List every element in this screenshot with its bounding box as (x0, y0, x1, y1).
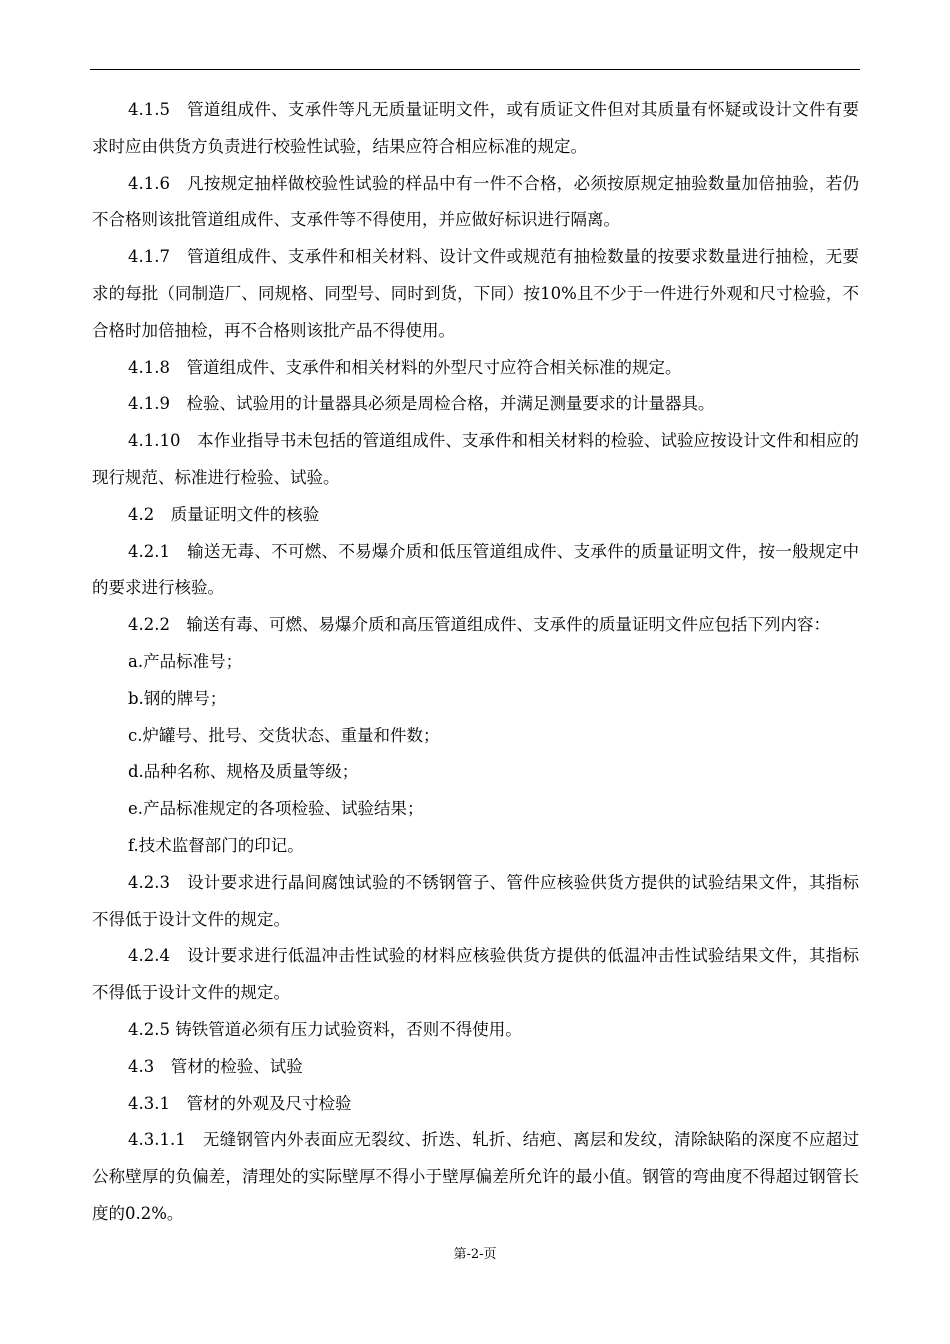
clause-4-1-10: 4.1.10 本作业指导书未包括的管道组成件、支承件和相关材料的检验、试验应按设计文件和相应的现行规范、标准进行检验、试验。 (92, 431, 859, 487)
clause-4-2-5: 4.2.5 铸铁管道必须有压力试验资料，否则不得使用。 (128, 1019, 522, 1039)
clause-4-2-2: 4.2.2 输送有毒、可燃、易爆介质和高压管道组成件、支承件的质量证明文件应包括下列内容： (128, 615, 830, 635)
list-item-f: f.技术监督部门的印记。 (128, 835, 304, 855)
clause-4-1-7: 4.1.7 管道组成件、支承件和相关材料、设计文件或规范有抽检数量的按要求数量进行抽检，无要求的每批（同制造厂、同规格、同型号、同时到货，下同）按10%且不少于一件进行外观和尺寸检验，不合格时加倍抽检，再不合格则该批产品不得使用。 (92, 247, 859, 340)
subsection-heading-4-3-1: 4.3.1 管材的外观及尺寸检验 (128, 1093, 352, 1113)
clause-4-2-1: 4.2.1 输送无毒、不可燃、不易爆介质和低压管道组成件、支承件的质量证明文件，按一般规定中的要求进行核验。 (92, 541, 859, 598)
clause-4-2-3: 4.2.3 设计要求进行晶间腐蚀试验的不锈钢管子、管件应核验供货方提供的试验结果文件，其指标不得低于设计文件的规定。 (92, 872, 859, 929)
clause-4-1-9: 4.1.9 检验、试验用的计量器具必须是周检合格，并满足测量要求的计量器具。 (128, 394, 715, 414)
list-item-a: a.产品标准号； (128, 651, 243, 671)
list-item-d: d.品种名称、规格及质量等级； (128, 762, 359, 782)
clause-4-2-4: 4.2.4 设计要求进行低温冲击性试验的材料应核验供货方提供的低温冲击性试验结果文件，其指标不得低于设计文件的规定。 (92, 946, 859, 1003)
list-item-b: b.钢的牌号； (128, 688, 227, 708)
header-rule (90, 69, 860, 70)
clause-4-1-5: 4.1.5 管道组成件、支承件等凡无质量证明文件，或有质证文件但对其质量有怀疑或设计文件有要求时应由供货方负责进行校验性试验，结果应符合相应标准的规定。 (92, 100, 859, 156)
page-number: 第-2-页 (453, 1247, 497, 1262)
section-heading-4-3: 4.3 管材的检验、试验 (128, 1056, 303, 1076)
list-item-e: e.产品标准规定的各项检验、试验结果； (128, 799, 424, 819)
list-item-c: c.炉罐号、批号、交货状态、重量和件数； (128, 725, 440, 745)
clause-4-3-1-1: 4.3.1.1 无缝钢管内外表面应无裂纹、折迭、轧折、结疤、离层和发纹，清除缺陷的深度不应超过公称壁厚的负偏差，清理处的实际壁厚不得小于壁厚偏差所允许的最小值。钢管的弯曲度不得超过钢管长度的0.2%。 (92, 1130, 859, 1223)
clause-4-1-6: 4.1.6 凡按规定抽样做校验性试验的样品中有一件不合格，必须按原规定抽验数量加倍抽验，若仍不合格则该批管道组成件、支承件等不得使用，并应做好标识进行隔离。 (92, 173, 859, 230)
document-body (92, 92, 859, 1233)
clause-4-1-8: 4.1.8 管道组成件、支承件和相关材料的外型尺寸应符合相关标准的规定。 (128, 357, 682, 377)
section-heading-4-2: 4.2 质量证明文件的核验 (128, 504, 320, 524)
